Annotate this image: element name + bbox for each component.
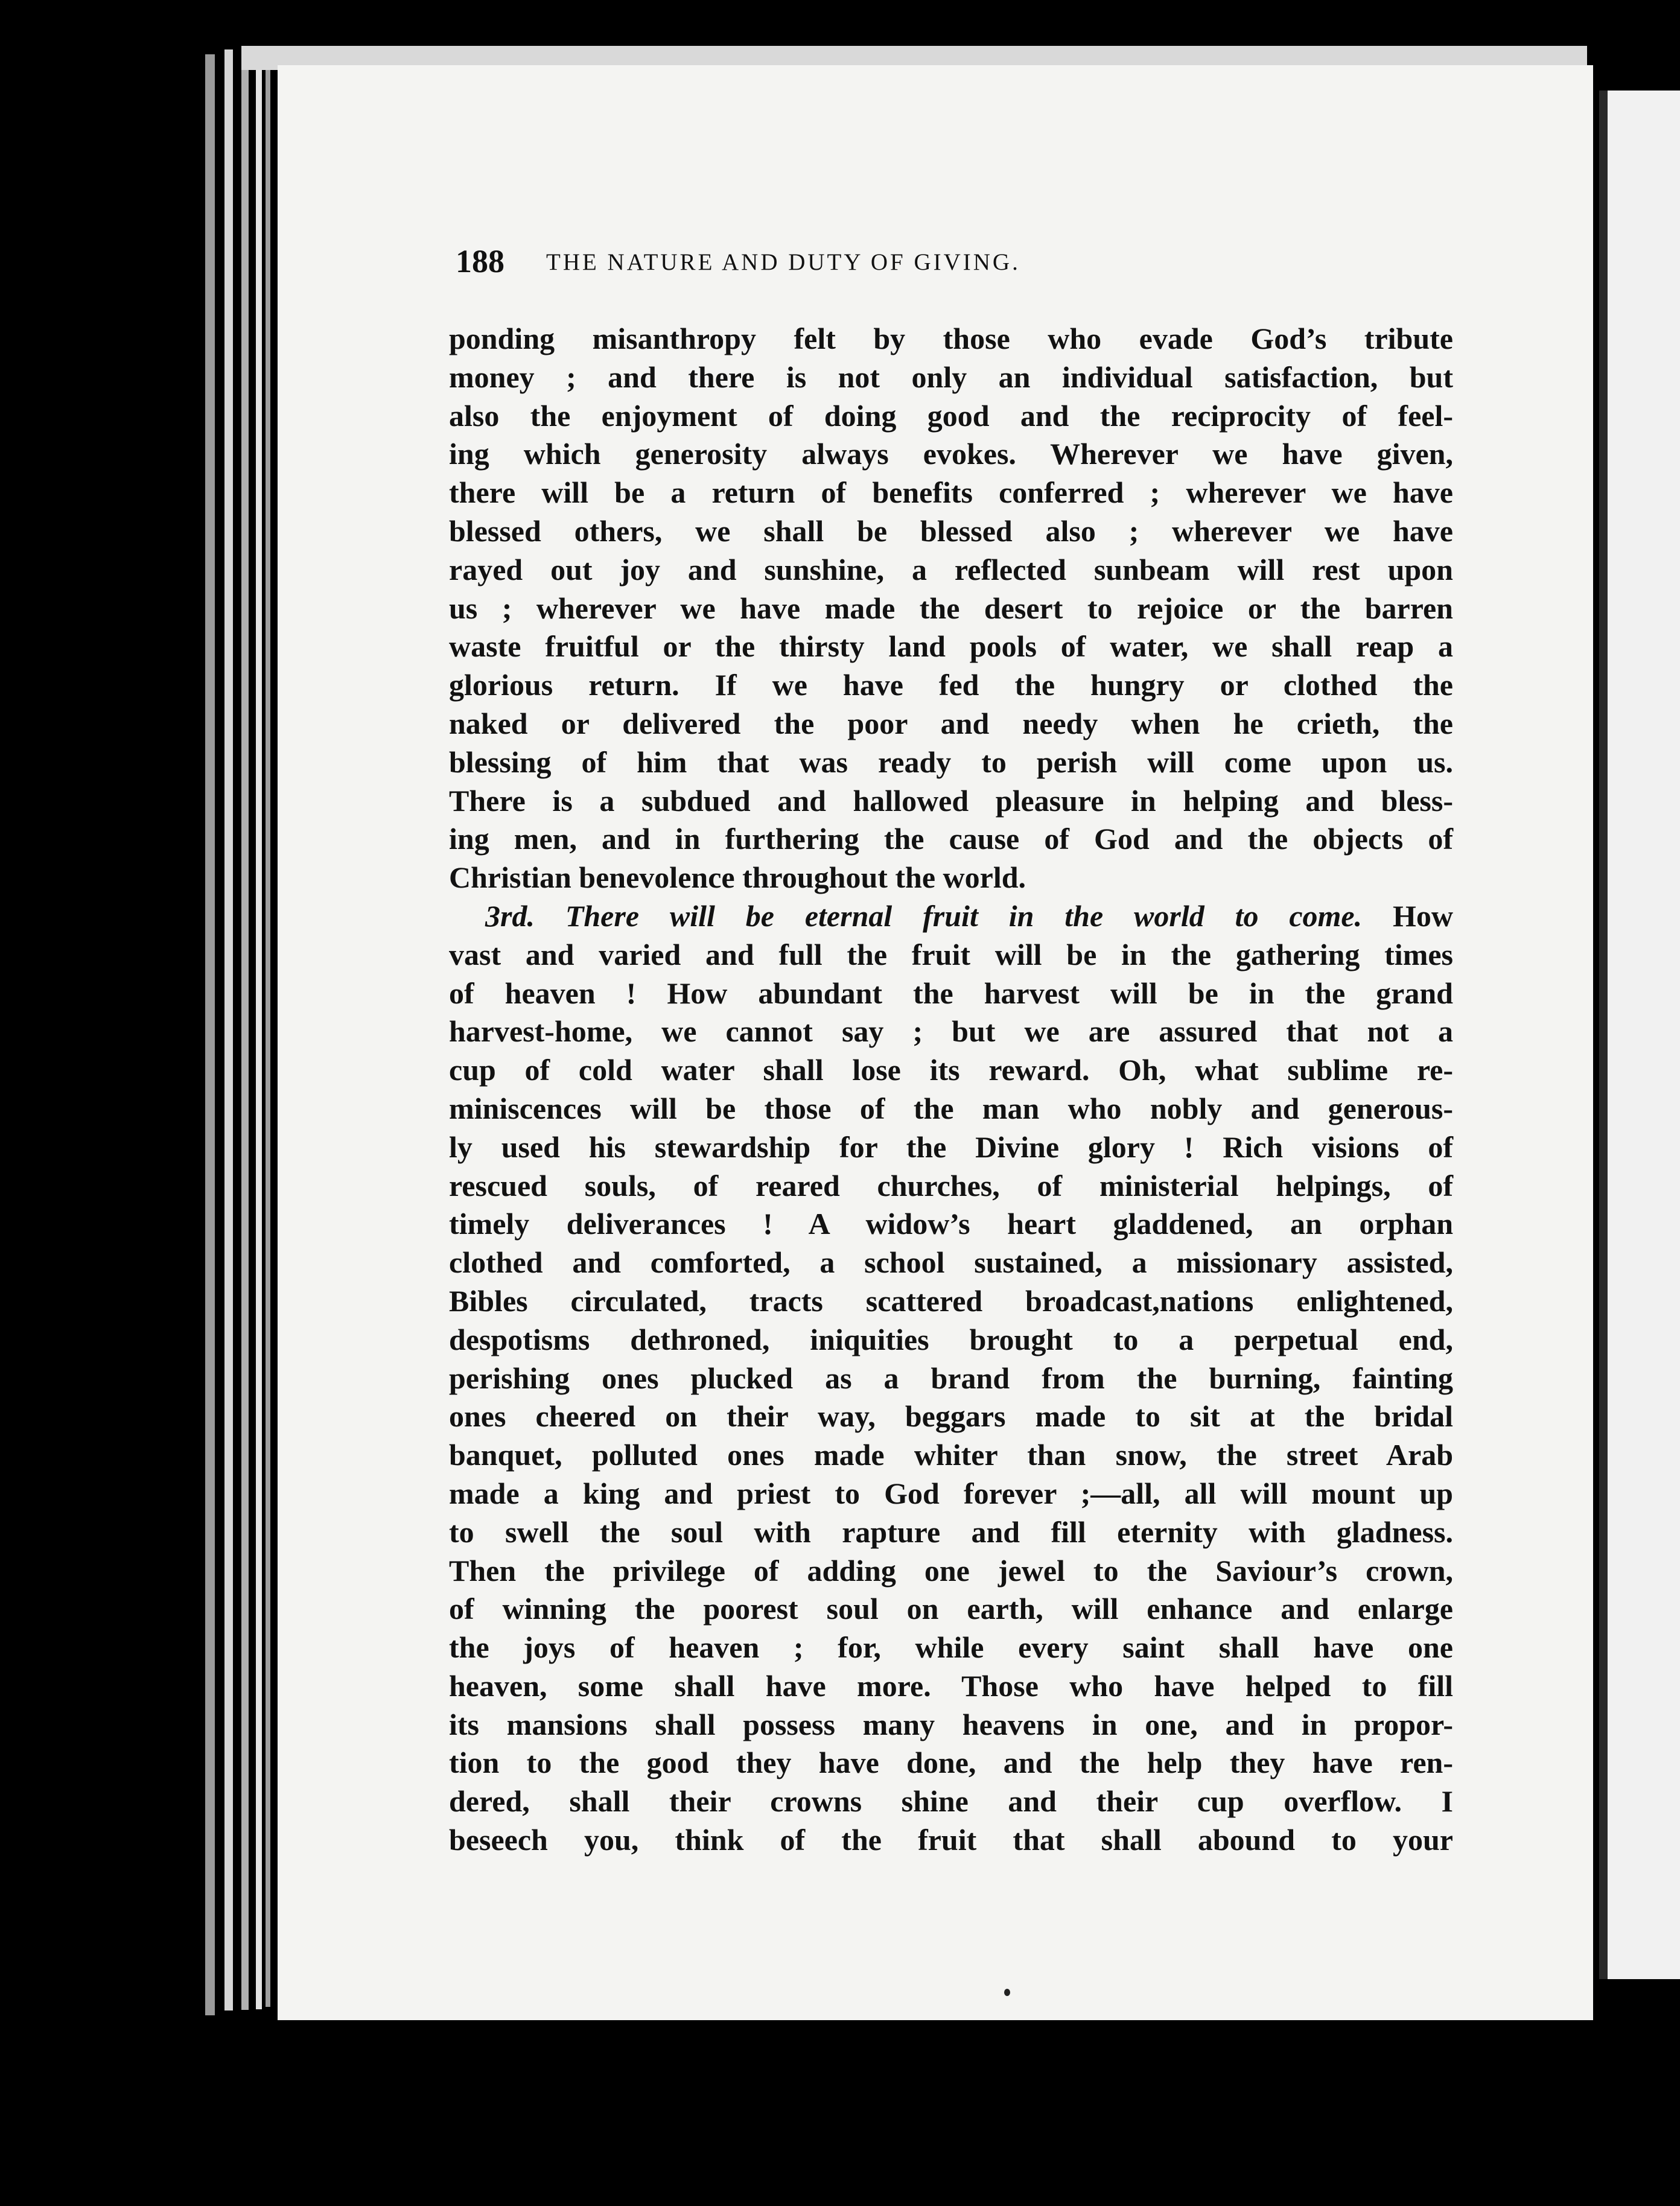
body-text xyxy=(449,320,1453,1860)
text-line: the joys of heaven ; for, while every saint shall have one xyxy=(449,1630,1453,1665)
text-line: There is a subdued and hallowed pleasure in helping and bless- xyxy=(449,783,1453,818)
text-line: rescued souls, of reared churches, of ministerial helpings, of xyxy=(449,1168,1453,1203)
text-line: ones cheered on their way, beggars made to sit at the bridal xyxy=(449,1399,1453,1434)
text-line: vast and varied and full the fruit will be in the gathering times xyxy=(449,937,1453,971)
ink-speck xyxy=(1004,1989,1010,1996)
text-line: us ; wherever we have made the desert to rejoice or the barren xyxy=(449,591,1453,625)
text-line: blessed others, we shall be blessed also ; wherever we have xyxy=(449,513,1453,548)
section-heading-line xyxy=(449,897,1453,936)
text-line: also the enjoyment of doing good and the reciprocity of feel- xyxy=(449,398,1453,433)
text-line: glorious return. If we have fed the hungry or clothed the xyxy=(449,668,1453,702)
text-line: Christian benevolence throughout the world. xyxy=(449,860,1026,895)
text-line: ly used his stewardship for the Divine glory ! Rich visions of xyxy=(449,1130,1453,1164)
text-line: clothed and comforted, a school sustained, a missionary assisted, xyxy=(449,1245,1453,1280)
text-line: dered, shall their crowns shine and their cup overflow. I xyxy=(449,1784,1453,1819)
text-line: beseech you, think of the fruit that shall abound to your xyxy=(449,1823,1453,1857)
text-line: made a king and priest to God forever ;—all, all will mount up xyxy=(449,1476,1453,1510)
page-number: 188 xyxy=(456,243,504,279)
text-line: banquet, polluted ones made whiter than snow, the street Arab xyxy=(449,1438,1453,1472)
facing-page-strip xyxy=(1599,91,1680,1979)
text-line: ponding misanthropy felt by those who evade God’s tribute xyxy=(449,322,1453,355)
text-line: rayed out joy and sunshine, a reflected sunbeam will rest upon xyxy=(449,552,1453,586)
text-line: money ; and there is not only an individual satisfaction, but xyxy=(449,360,1453,394)
text-line: tion to the good they have done, and the help they have ren- xyxy=(449,1746,1453,1780)
text-line: miniscences will be those of the man who nobly and generous- xyxy=(449,1091,1453,1125)
text-line: timely deliverances ! A widow’s heart gladdened, an orphan xyxy=(449,1207,1453,1241)
text-line: perishing ones plucked as a brand from the burning, fainting xyxy=(449,1361,1453,1395)
gutter-shadow xyxy=(1599,91,1608,1979)
running-head: THE NATURE AND DUTY OF GIVING. xyxy=(546,249,1020,275)
text-line: Bibles circulated, tracts scattered broadcast,nations enlightened, xyxy=(449,1283,1453,1318)
page-edge xyxy=(224,49,233,2011)
text-line: cup of cold water shall lose its reward. Oh, what sublime re- xyxy=(449,1053,1453,1087)
text-line: Then the privilege of adding one jewel to the Saviour’s crown, xyxy=(449,1553,1453,1588)
text-line: naked or delivered the poor and needy when he crieth, the xyxy=(449,706,1453,740)
page-edge xyxy=(205,54,215,2015)
section-heading-italic: 3rd. There will be eternal fruit in the world to come. xyxy=(485,898,1363,933)
text-line: ing which generosity always evokes. Wherever we have given, xyxy=(449,437,1453,471)
page-edge xyxy=(256,48,262,2009)
text-line: its mansions shall possess many heavens in one, and in propor- xyxy=(449,1707,1453,1741)
text-line: ing men, and in furthering the cause of God and the objects of xyxy=(449,822,1453,856)
text-line: waste fruitful or the thirsty land pools of water, we shall reap a xyxy=(449,629,1453,664)
text-line: despotisms dethroned, iniquities brought to a perpetual end, xyxy=(449,1322,1453,1356)
text-line: blessing of him that was ready to perish will come upon us. xyxy=(449,745,1453,779)
text-line: harvest-home, we cannot say ; but we are assured that not a xyxy=(449,1014,1453,1049)
page-edge xyxy=(266,58,270,2007)
text-line: to swell the soul with rapture and fill eternity with gladness. xyxy=(449,1515,1453,1549)
text-line: there will be a return of benefits conferred ; wherever we have xyxy=(449,475,1453,510)
page-edge xyxy=(241,46,249,2010)
page-header xyxy=(456,243,1258,279)
text-line: of winning the poorest soul on earth, will enhance and enlarge xyxy=(449,1592,1453,1626)
text-line: of heaven ! How abundant the harvest will be in the grand xyxy=(449,976,1453,1010)
text-line: heaven, some shall have more. Those who have helped to fill xyxy=(449,1668,1453,1703)
section-heading-rest: How xyxy=(1393,898,1453,933)
